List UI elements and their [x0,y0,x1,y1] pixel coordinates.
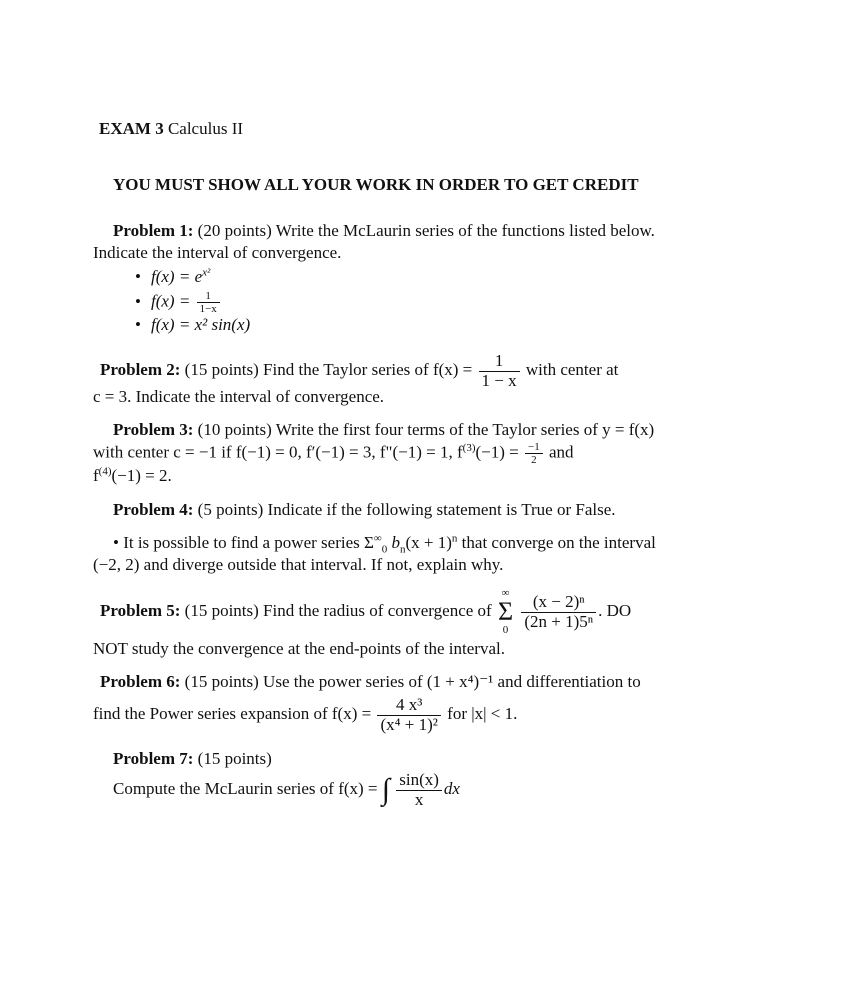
problem-4-line-1: Problem 4: (5 points) Indicate if the following statement is True or False. [113,500,616,519]
problem-6-line-1: Problem 6: (15 points) Use the power series of (1 + x⁴)⁻¹ and differentiation to [100,672,641,691]
problem-7-line-2: Compute the McLaurin series of f(x) = ∫ $\frac{\sin(x)}{x}$ dx [113,769,460,809]
problem-2-line-1: Problem 2: (15 points) Find the Taylor series of f(x) = $\frac{1}{1 - x}$ with center at [100,351,619,390]
exam-header: EXAM 3 Calculus II [99,119,244,138]
problem-1-item-3: • f(x) = x² sin(x) [135,315,251,334]
problem-5-line-2: NOT study the convergence at the end-points of the interval. [93,639,505,658]
problem-3-line-1: Problem 3: (10 points) Write the first four terms of the Taylor series of y = f(x) [113,420,655,439]
problem-2-line-2: c = 3. Indicate the interval of convergence. [93,387,385,406]
problem-6-line-2: find the Power series expansion of f(x) = $\frac{\text{4 x³}}{\text{(x⁴ + 1)²}}$ for |x| < 1. [93,694,518,734]
problem-5-line-1: Problem 5: (15 points) Find the radius of convergence of ∞ Σ 0 $\frac{\text{(x − 2)ⁿ}}{\text{(2n + 1)5ⁿ}}$ . DO [100,587,632,636]
problem-3-line-2: with center c = −1 if f(−1) = 0, f′(−1) = 3, f"(−1) = 1, $f^{(3)}(-1)$ = $\frac{-1}{2}$ and [93,441,574,467]
problem-1-item-1: • $f(x) = e^{x^2}$ [135,266,211,286]
problem-1-line-2: Indicate the interval of convergence. [93,243,342,262]
problem-4-line-3: (−2, 2) and diverge outside that interval. If not, explain why. [93,555,504,574]
problem-4-line-2: • It is possible to find a power series $\Sigma^\infty_0$ $b_n(x + 1)^n$ that converge on the interval [113,532,656,556]
problem-7-line-1: Problem 7: (15 points) [113,749,272,768]
integral-icon: ∫ [381,773,390,807]
problem-1-item-2: • f(x) = $\frac{1}{1-x}$ [135,290,222,315]
instruction: YOU MUST SHOW ALL YOUR WORK IN ORDER TO GET CREDIT [113,175,639,194]
problem-1-line-1: Problem 1: (20 points) Write the McLaurin series of the functions listed below. [113,221,655,240]
problem-3-line-3: $f^{(4)}(-1) = 2$. [93,465,172,485]
